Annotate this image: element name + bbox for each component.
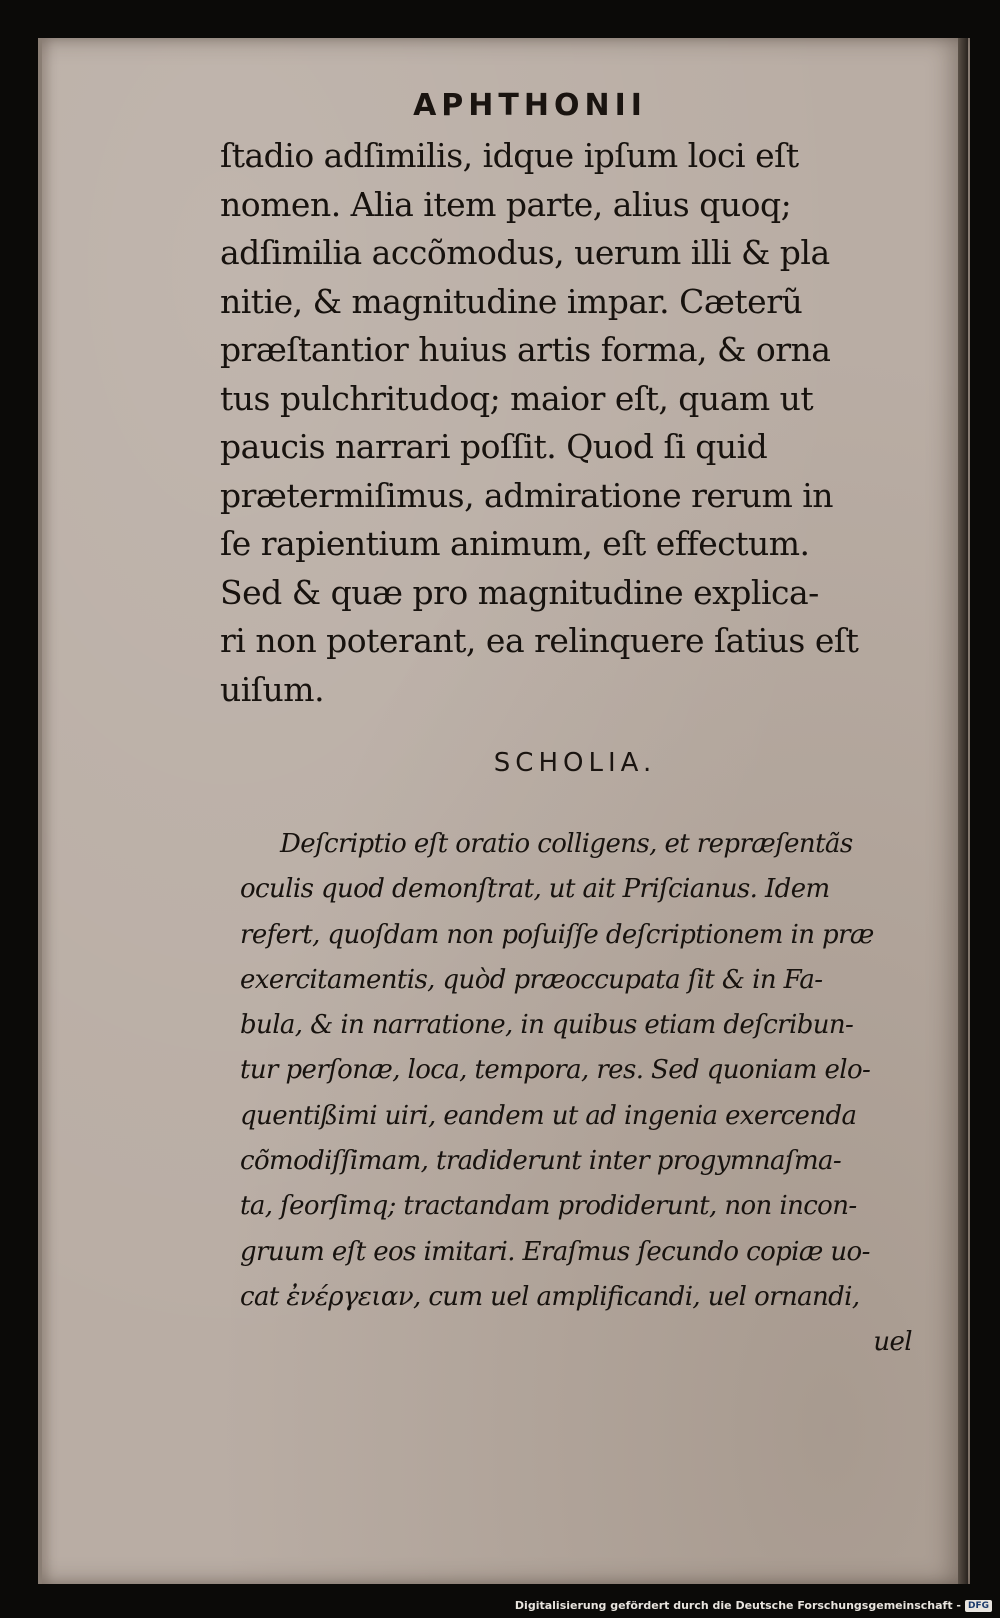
- running-head: APHTHONII: [413, 88, 647, 123]
- text-line: prætermiſimus, admiratione rerum in: [220, 475, 834, 515]
- text-line: Sed & quæ pro magnitudine explica-: [220, 572, 819, 612]
- section-title: SCHOLIA.: [493, 748, 657, 778]
- catchword: uel: [873, 1327, 912, 1358]
- scholia-line: refert, quoſdam non poſuiſſe deſcriptionem in præ: [240, 919, 874, 950]
- text-line: præſtantior huius artis forma, & orna: [220, 330, 831, 369]
- credit-text: Digitalisierung gefördert durch die Deutsche Forschungsgemeinschaft -: [514, 1599, 961, 1612]
- page-edge: [958, 38, 968, 1584]
- scholia-line: tur perſonæ, loca, tempora, res. Sed quoniam elo-: [240, 1055, 871, 1086]
- digitization-credit: [515, 1599, 992, 1612]
- scholia-line: Deſcriptio eſt oratio colligens, et repræſentãs: [280, 829, 853, 859]
- scholia-line: cat ἐνέργειαν, cum uel amplificandi, uel ornandi,: [240, 1281, 860, 1312]
- text-line: nitie, & magnitudine impar. Cæterũ: [220, 281, 803, 321]
- text-line: adſimilia accõmodus, uerum illi & pla: [220, 233, 830, 272]
- scholia-line: ta, ſeorſimq; tractandam prodiderunt, non incon-: [240, 1191, 857, 1222]
- text-line: paucis narrari poſſit. Quod ſi quid: [220, 427, 768, 466]
- text-line: nomen. Alia item parte, alius quoq;: [220, 184, 792, 224]
- main-text: [220, 132, 920, 714]
- scholia-line: quentißimi uiri, eandem ut ad ingenia exercenda: [240, 1100, 857, 1131]
- text-line: uiſum.: [220, 669, 325, 709]
- dfg-logo: DFG: [965, 1600, 992, 1612]
- scholia-line: bula, & in narratione, in quibus etiam deſcribun-: [240, 1010, 854, 1041]
- scholia-line: gruum eſt eos imitari. Eraſmus ſecundo copiæ uo-: [240, 1236, 870, 1267]
- text-line: ſe rapientium animum, eſt effectum.: [220, 524, 810, 563]
- text-line: ri non poterant, ea relinquere ſatius eſt: [220, 621, 859, 660]
- scholia-line: oculis quod demonſtrat, ut ait Priſcianus. Idem: [240, 874, 830, 905]
- scholia-line: exercitamentis, quòd præoccupata ſit & in Fa-: [240, 964, 823, 995]
- text-line: tus pulchritudoq; maior eſt, quam ut: [220, 378, 814, 418]
- scholia-line: cõmodiſſimam, tradiderunt inter progymnaſma-: [240, 1146, 842, 1177]
- scholia-text: [240, 822, 930, 1366]
- text-line: ſtadio adſimilis, idque ipſum loci eſt: [220, 136, 799, 175]
